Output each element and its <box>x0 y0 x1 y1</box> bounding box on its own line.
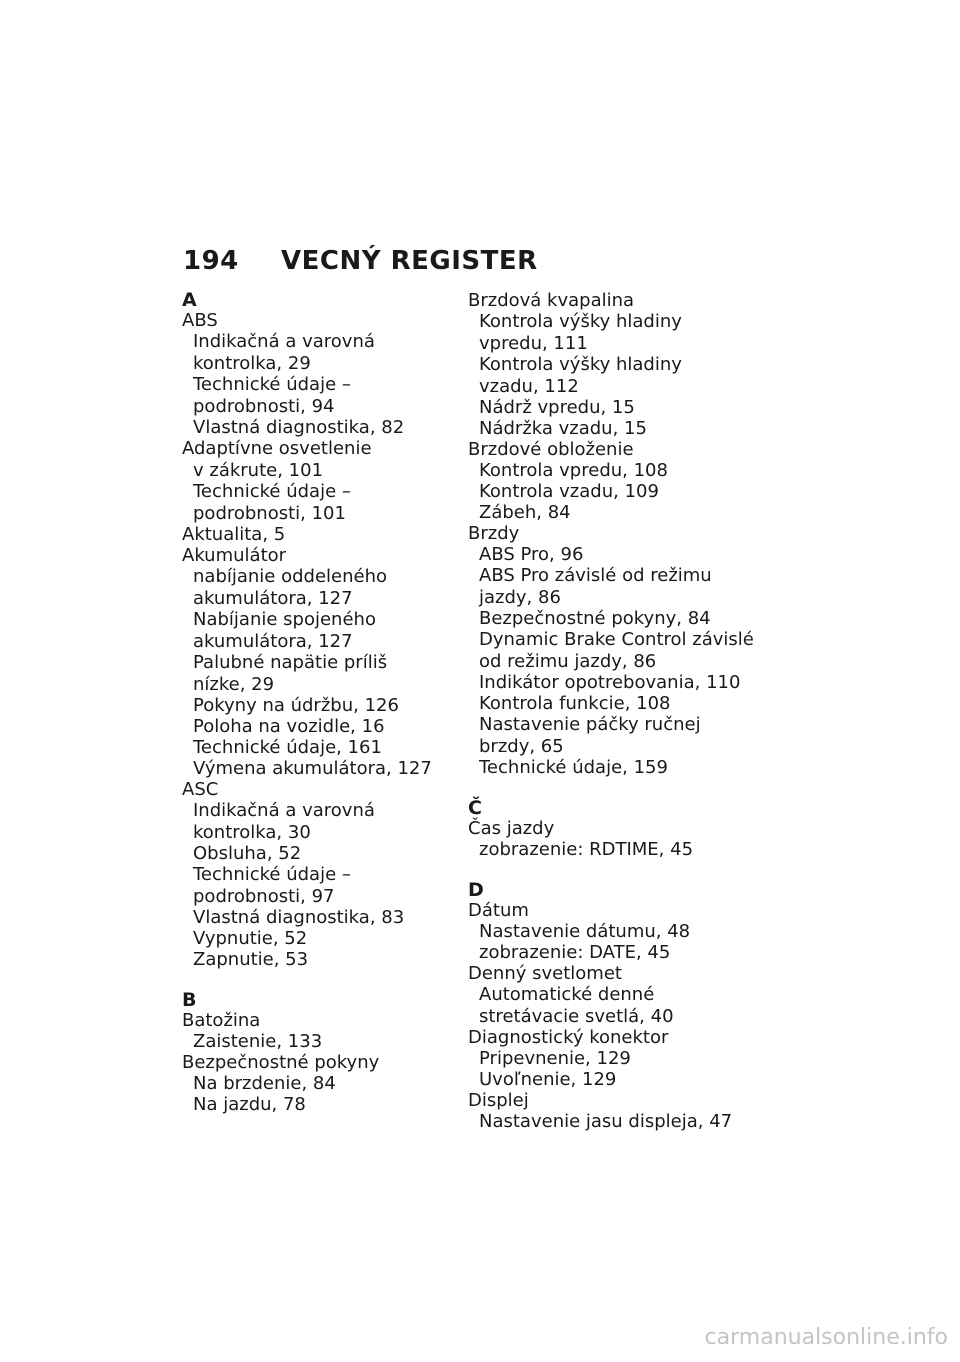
index-subentry: Technické údaje, 159 <box>479 757 668 778</box>
index-subentry: Palubné napätie príliš <box>193 652 388 673</box>
index-subentry: v zákrute, 101 <box>193 460 324 481</box>
index-subentry: nabíjanie oddeleného <box>193 566 388 587</box>
index-subentry: Kontrola funkcie, 108 <box>479 693 671 714</box>
index-entry: Bezpečnostné pokyny <box>182 1052 380 1073</box>
page-header <box>183 246 538 276</box>
section-spacer <box>182 970 462 990</box>
index-subentry: Kontrola vpredu, 108 <box>479 460 668 481</box>
index-subentry: Technické údaje, 161 <box>193 737 382 758</box>
index-subentry: Pokyny na údržbu, 126 <box>193 695 399 716</box>
index-entry: Adaptívne osvetlenie <box>182 438 372 459</box>
index-subentry: vpredu, 111 <box>479 333 588 354</box>
index-subentry: kontrolka, 29 <box>193 353 311 374</box>
index-subentry: podrobnosti, 101 <box>193 503 346 524</box>
index-subentry: Zapnutie, 53 <box>193 949 309 970</box>
index-subentry: podrobnosti, 94 <box>193 396 335 417</box>
index-subentry: Nastavenie dátumu, 48 <box>479 921 691 942</box>
index-subentry: vzadu, 112 <box>479 376 579 397</box>
index-entry: Dátum <box>468 900 529 921</box>
index-subentry: Dynamic Brake Control závislé <box>479 629 754 650</box>
index-subentry: Technické údaje – <box>193 481 351 502</box>
index-subentry: Nádržka vzadu, 15 <box>479 418 647 439</box>
index-subentry: Poloha na vozidle, 16 <box>193 716 385 737</box>
index-column-left <box>182 290 462 1115</box>
index-subentry: akumulátora, 127 <box>193 631 353 652</box>
index-entry: Denný svetlomet <box>468 963 622 984</box>
index-subentry: Technické údaje – <box>193 864 351 885</box>
index-subentry: Kontrola vzadu, 109 <box>479 481 659 502</box>
index-subentry: Pripevnenie, 129 <box>479 1048 631 1069</box>
index-subentry: Vlastná diagnostika, 83 <box>193 907 405 928</box>
index-subentry: Kontrola výšky hladiny <box>479 311 682 332</box>
index-subentry: stretávacie svetlá, 40 <box>479 1006 674 1027</box>
index-entry: ABS <box>182 310 218 331</box>
index-subentry: akumulátora, 127 <box>193 588 353 609</box>
index-subentry: Indikačná a varovná <box>193 331 375 352</box>
index-letter-heading: B <box>182 989 197 1011</box>
index-column-right <box>468 290 768 1132</box>
index-subentry: zobrazenie: DATE, 45 <box>479 942 671 963</box>
index-entry: Batožina <box>182 1010 261 1031</box>
index-subentry: Nabíjanie spojeného <box>193 609 376 630</box>
index-entry: Aktualita, 5 <box>182 524 286 545</box>
index-subentry: Zábeh, 84 <box>479 502 571 523</box>
page-title: VECNÝ REGISTER <box>281 246 538 276</box>
index-subentry: Nádrž vpredu, 15 <box>479 397 635 418</box>
index-subentry: Na brzdenie, 84 <box>193 1073 336 1094</box>
index-entry: Diagnostický konektor <box>468 1027 669 1048</box>
index-subentry: Na jazdu, 78 <box>193 1094 306 1115</box>
index-subentry: Automatické denné <box>479 984 655 1005</box>
section-spacer <box>468 778 768 798</box>
index-letter-heading: Č <box>468 797 482 819</box>
index-subentry: Vlastná diagnostika, 82 <box>193 417 405 438</box>
index-entry: Brzdová kvapalina <box>468 290 635 311</box>
index-letter-heading: D <box>468 879 484 901</box>
index-subentry: ABS Pro závislé od režimu <box>479 565 712 586</box>
index-subentry: Kontrola výšky hladiny <box>479 354 682 375</box>
index-subentry: ABS Pro, 96 <box>479 544 584 565</box>
index-subentry: nízke, 29 <box>193 674 275 695</box>
index-subentry: Výmena akumulátora, 127 <box>193 758 432 779</box>
index-subentry: Zaistenie, 133 <box>193 1031 323 1052</box>
index-subentry: Obsluha, 52 <box>193 843 302 864</box>
index-subentry: Nastavenie jasu displeja, 47 <box>479 1111 733 1132</box>
index-subentry: zobrazenie: RDTIME, 45 <box>479 839 694 860</box>
index-subentry: od režimu jazdy, 86 <box>479 651 657 672</box>
page-number: 194 <box>183 246 239 276</box>
index-subentry: jazdy, 86 <box>479 587 561 608</box>
watermark: carmanualsonline.info <box>704 1325 948 1350</box>
section-spacer <box>468 860 768 880</box>
index-subentry: Vypnutie, 52 <box>193 928 308 949</box>
index-entry: Brzdy <box>468 523 520 544</box>
index-entry: ASC <box>182 779 219 800</box>
index-letter-heading: A <box>182 289 197 311</box>
index-subentry: kontrolka, 30 <box>193 822 311 843</box>
index-entry: Akumulátor <box>182 545 287 566</box>
index-subentry: brzdy, 65 <box>479 736 564 757</box>
index-entry: Brzdové obloženie <box>468 439 634 460</box>
index-entry: Čas jazdy <box>468 818 555 839</box>
index-entry: Displej <box>468 1090 529 1111</box>
index-subentry: podrobnosti, 97 <box>193 886 335 907</box>
index-subentry: Technické údaje – <box>193 374 351 395</box>
index-subentry: Indikátor opotrebovania, 110 <box>479 672 741 693</box>
index-subentry: Uvoľnenie, 129 <box>479 1069 617 1090</box>
index-subentry: Indikačná a varovná <box>193 800 375 821</box>
index-subentry: Bezpečnostné pokyny, 84 <box>479 608 711 629</box>
index-subentry: Nastavenie páčky ručnej <box>479 714 701 735</box>
